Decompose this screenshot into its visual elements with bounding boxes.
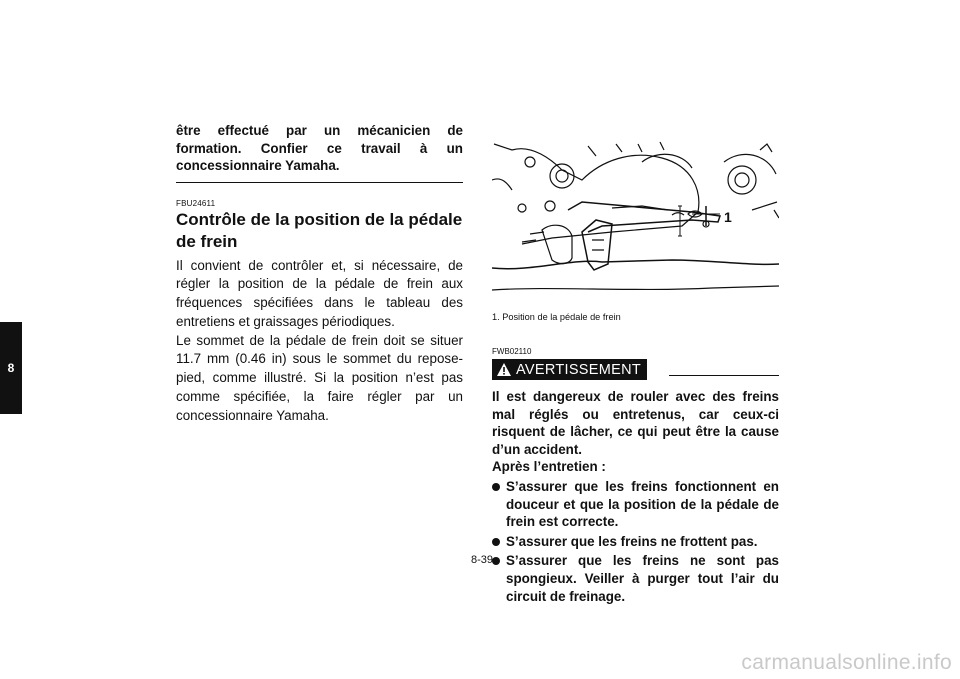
brake-pedal-illustration bbox=[492, 140, 779, 304]
bullet-text: S’assurer que les freins fonctionnent en douceur et que la position de la pédale de frein est correcte. bbox=[506, 478, 779, 530]
bullet-text: S’assurer que les freins ne frottent pas. bbox=[506, 533, 758, 549]
page-number: 8-39 bbox=[470, 554, 494, 566]
intro-text: être effectué par un mécanicien de formation. Confier ce travail à un concessionnaire Yamaha. bbox=[176, 123, 463, 173]
right-column bbox=[492, 140, 779, 607]
bullet-text: S’assurer que les freins ne sont pas spongieux. Veiller à purger tout l’air du circuit de freinage. bbox=[506, 553, 779, 604]
left-column bbox=[176, 122, 463, 426]
warning-badge bbox=[492, 359, 647, 380]
paragraph-1: Il convient de contrôler et, si nécessaire, de régler la position de la pédale de frein aux fréquences spécifiées dans le tableau des entretiens et graissages périodiques. bbox=[176, 257, 463, 329]
warning-code: FWB02110 bbox=[492, 347, 532, 356]
figure-callout: 1 bbox=[724, 209, 732, 225]
paragraph-2: Le sommet de la pédale de frein doit se situer 11.7 mm (0.46 in) sous le sommet du repose-pied, comme illustré. Si la position n’est pas comme spécifiée, la faire régler par un concessionnaire Yamaha. bbox=[176, 332, 463, 423]
warning-label: AVERTISSEMENT bbox=[516, 361, 642, 378]
figure-caption: 1. Position de la pédale de frein bbox=[492, 312, 621, 322]
section-code: FBU24611 bbox=[176, 198, 216, 208]
watermark: carmanualsonline.info bbox=[741, 651, 952, 674]
bullet-dot-icon bbox=[492, 538, 500, 546]
chapter-tab bbox=[0, 322, 22, 414]
warning-after-maintenance: Après l’entretien : bbox=[492, 459, 606, 475]
warning-text: Il est dangereux de rouler avec des freins mal réglés ou entretenus, car ceux-ci risquent de lâcher, ce qui peut être la cause d’un accident. bbox=[492, 389, 779, 457]
section-title: Contrôle de la position de la pédale de frein bbox=[176, 209, 463, 251]
chapter-tab-label: 8 bbox=[7, 361, 15, 375]
bullet-dot-icon bbox=[492, 483, 500, 491]
bullet-item bbox=[492, 533, 779, 551]
bullet-item bbox=[492, 478, 779, 531]
warning-rule bbox=[669, 375, 779, 376]
section-divider bbox=[176, 182, 463, 183]
warning-bullet-list bbox=[492, 478, 779, 605]
bullet-item bbox=[492, 552, 779, 605]
warning-header bbox=[492, 359, 779, 380]
warning-triangle-icon bbox=[496, 362, 512, 377]
